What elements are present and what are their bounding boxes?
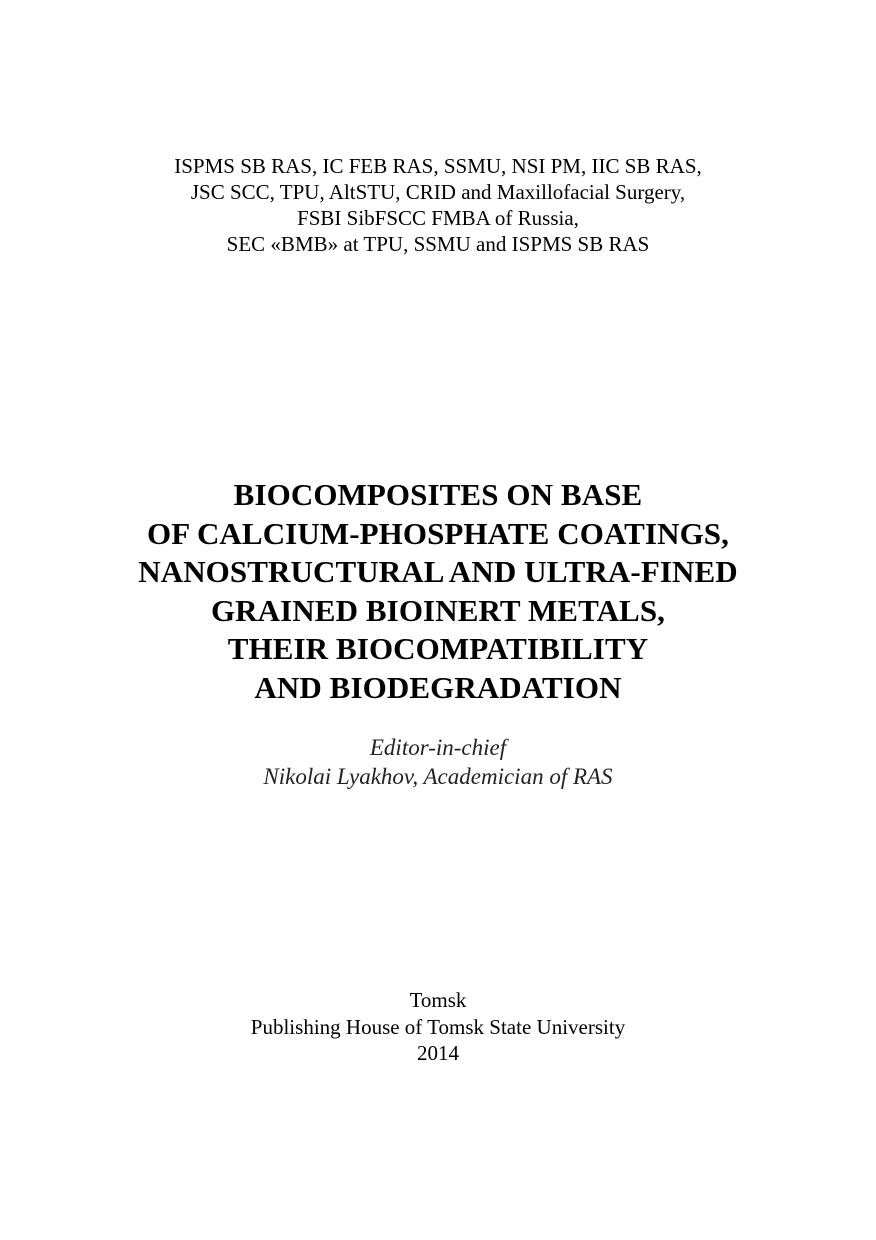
institution-line: SEC «BMB» at TPU, SSMU and ISPMS SB RAS	[226, 232, 650, 256]
institutions-list	[0, 153, 876, 257]
institution-line: JSC SCC, TPU, AltSTU, CRID and Maxillofacial Surgery,	[190, 180, 686, 204]
title-line: THEIR BIOCOMPATIBILITY	[227, 631, 649, 666]
title-line: GRAINED BIOINERT METALS,	[210, 592, 666, 628]
title-line: AND BIODEGRADATION	[254, 669, 622, 705]
imprint-year: 2014	[417, 1041, 459, 1065]
book-title	[0, 476, 876, 707]
imprint-publisher: Publishing House of Tomsk State University	[250, 1014, 626, 1039]
title-line: OF CALCIUM-PHOSPHATE COATINGS,	[147, 515, 729, 551]
editor-credit	[0, 733, 876, 791]
institution-line: ISPMS SB RAS, IC FEB RAS, SSMU, NSI PM, IIC SB RAS,	[174, 154, 702, 178]
title-line: BIOCOMPOSITES ON BASE	[233, 477, 643, 512]
imprint-city: Tomsk	[409, 988, 467, 1012]
imprint	[0, 987, 876, 1067]
editor-name: Nikolai Lyakhov, Academician of RAS	[263, 764, 613, 789]
institution-line: FSBI SibFSCC FMBA of Russia,	[297, 206, 579, 230]
editor-role: Editor-in-chief	[369, 735, 507, 760]
title-line: NANOSTRUCTURAL AND ULTRA-FINED	[138, 554, 738, 589]
